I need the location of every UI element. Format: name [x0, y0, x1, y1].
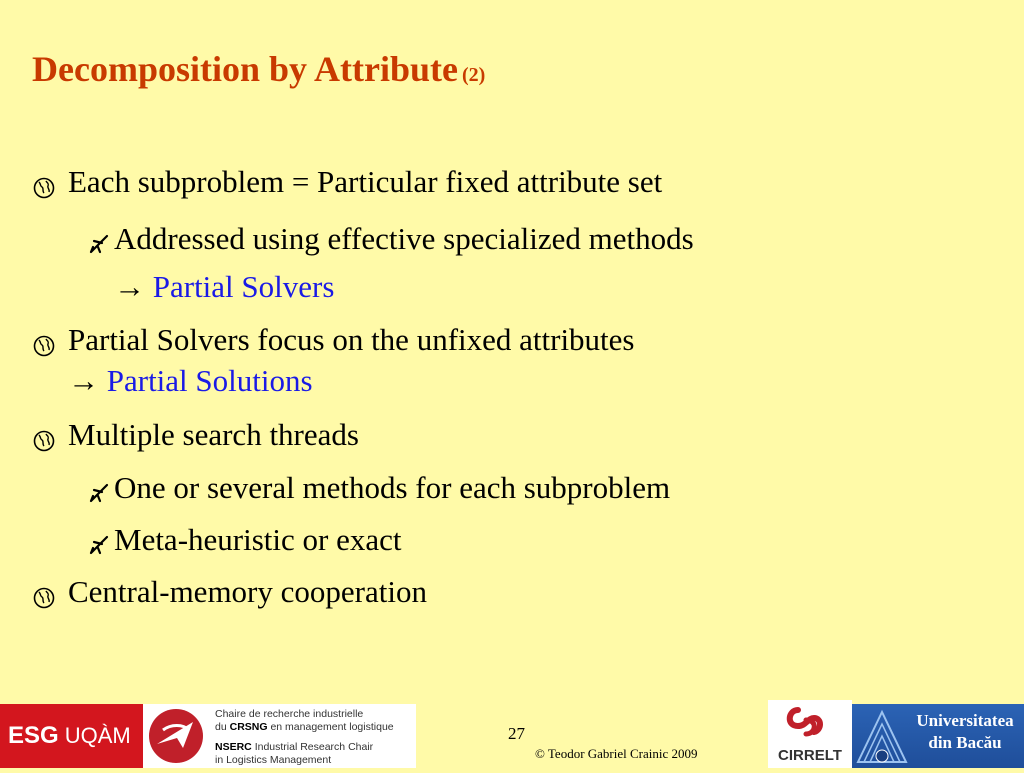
bullet-item: One or several methods for each subproblem: [114, 470, 671, 505]
slide-title-suffix: (2): [462, 64, 486, 86]
highlight-term: Partial Solvers: [152, 269, 335, 304]
globe-icon: [32, 586, 56, 610]
bacau-emblem-icon: [852, 704, 912, 768]
cirrelt-text: CIRRELT: [778, 747, 842, 764]
bacau-text: Universitatea din Bacău: [916, 711, 1014, 752]
arrow: →: [114, 269, 145, 304]
bacau-university-logo: [852, 704, 1024, 768]
bullet-item: Addressed using effective specialized methods: [114, 221, 694, 256]
bullet-item: Meta-heuristic or exact: [114, 522, 402, 557]
cirrelt-logo: [768, 700, 852, 768]
chair-line3: NSERC Industrial Research Chair: [215, 741, 374, 753]
airplane-icon: [88, 233, 110, 255]
globe-icon: [32, 429, 56, 453]
chair-line4: in Logistics Management: [215, 753, 332, 766]
slide-title-text: Decomposition by Attribute: [32, 49, 458, 89]
chair-line2: du CRSNG en management logistique: [215, 720, 394, 733]
uqam-logo-text: UQÀM: [64, 723, 131, 748]
arrow: →: [68, 363, 99, 398]
chair-emblem-icon: [143, 704, 209, 768]
esg-logo-text: ESG: [8, 722, 59, 749]
slide-title: [32, 48, 485, 90]
airplane-icon: [88, 482, 110, 504]
highlight-term: Partial Solutions: [106, 363, 313, 398]
bullet-item: Central-memory cooperation: [68, 574, 427, 609]
chair-text: [209, 704, 416, 768]
chair-line1: Chaire de recherche industrielle: [215, 708, 364, 720]
bullet-item: Multiple search threads: [68, 417, 359, 452]
bullet-continuation: [68, 363, 313, 399]
globe-icon: [32, 334, 56, 358]
esg-uqam-logo: [0, 704, 143, 768]
page-number: 27: [508, 724, 525, 743]
bullet-continuation: [114, 269, 334, 305]
chair-logo: [143, 704, 209, 768]
bullet-item: Each subproblem = Particular fixed attribute set: [68, 164, 663, 199]
cirrelt-emblem-icon: [768, 700, 852, 748]
copyright: © Teodor Gabriel Crainic 2009: [535, 746, 698, 761]
globe-icon: [32, 176, 56, 200]
airplane-icon: [88, 534, 110, 556]
bullet-item: Partial Solvers focus on the unfixed attributes: [68, 322, 635, 357]
